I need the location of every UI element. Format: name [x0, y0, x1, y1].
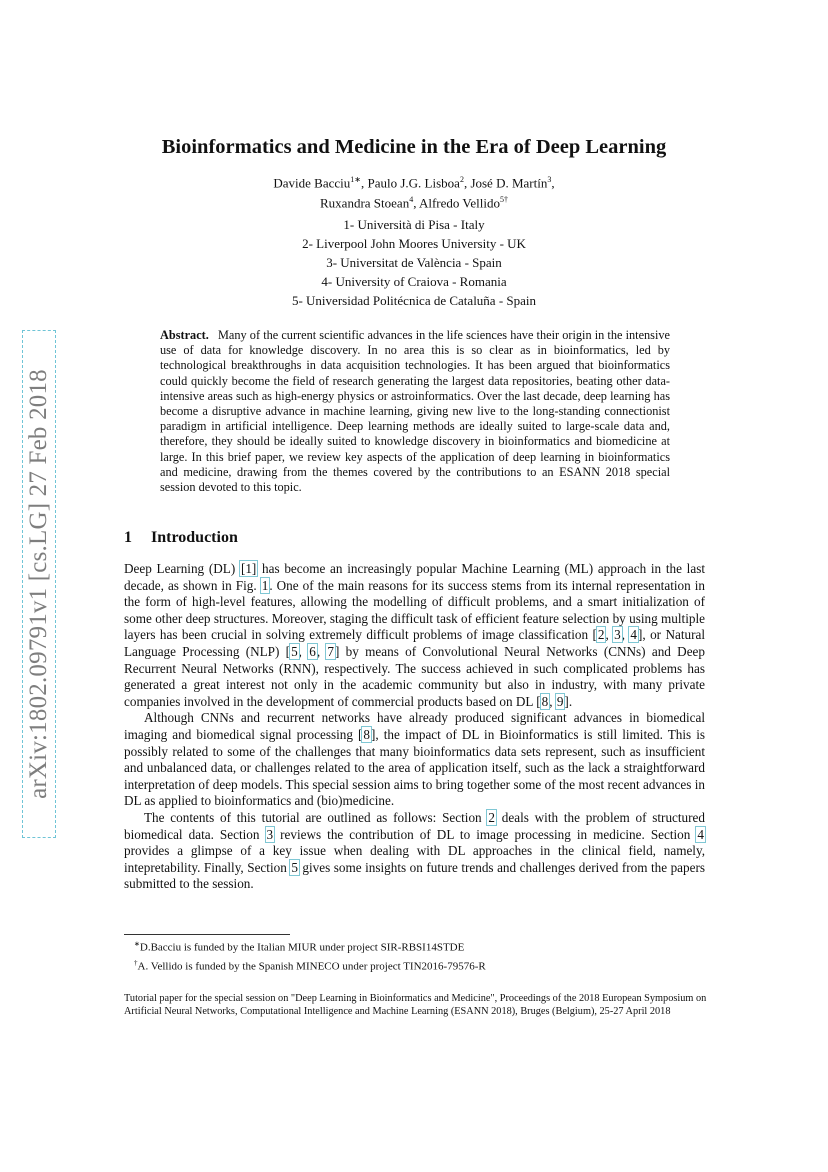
text-run: . One of the main reasons for its success stems from its internal representation in the form of high-level features, allowing the modelling of difficult problems, and a smart initialization of some other deep structures. Moreover, staging the difficult task of efficient feature selection by using multiple layers has been crucial in solving extremely difficult problems of image classification [ [124, 577, 706, 643]
author-list [0, 171, 828, 212]
text-run: Although CNNs and recurrent networks have already produced significant advances in biomedical imaging and biomedical signal processing [ [124, 710, 705, 742]
text-run: reviews the contribution of DL to image processing in medicine. Section [274, 826, 697, 842]
text-run: ] by means of Convolutional Neural Networks (CNNs) and Deep Recurrent Neural Networks (RNN), respectively. The success achieved in such complicated problems has generated a great interest not only in the academic community but also in industry, with many private companies involved in the development of commercial products based on DL [ [124, 643, 705, 709]
text-run: ], the impact of DL in Bioinformatics is still limited. This is possibly related to some of the challenges that many bioinformatics data sets represent, such as insufficient and unbalanced data, or challenges related to the area of application itself, such as the lack a straightforward interpretation of deep models. This special session aims to bring together some of the most recent advances in DL as applied to bioinformatics and (bio)medicine. [124, 726, 705, 809]
affiliation-list [0, 215, 828, 310]
author-separator: , [551, 175, 555, 191]
affiliation-mark: 2 [459, 175, 464, 184]
citation-link[interactable]: 2 [597, 627, 605, 643]
citation-link[interactable]: 9 [556, 693, 564, 709]
affiliation: 2- Liverpool John Moores University - UK [302, 236, 526, 251]
affiliation: 5- Universidad Politécnica de Cataluña - Spain [291, 293, 537, 308]
footnote-list [124, 937, 705, 974]
text-run: , [621, 627, 630, 643]
author-name: , José D. Martín [463, 175, 548, 191]
section-ref-link[interactable]: 2 [488, 809, 496, 825]
footnote-divider [124, 934, 290, 935]
abstract [160, 328, 670, 495]
affiliation-mark: 5† [499, 195, 508, 205]
footnote-text: A. Vellido is funded by the Spanish MINECO under project TIN2016-79576-R [137, 960, 486, 973]
author-name: , Alfredo Vellido [413, 195, 500, 211]
citation-link[interactable]: 3 [614, 627, 621, 643]
citation-link[interactable]: 7 [327, 643, 334, 659]
text-run: , [605, 627, 614, 643]
paper-title: Bioinformatics and Medicine in the Era of Deep Learning [161, 136, 667, 158]
paragraph [124, 710, 705, 810]
affiliation-mark: 4 [409, 195, 414, 205]
footnote [124, 937, 705, 956]
text-run: gives some insights on future trends and challenges derived from the papers submitted to the session. [124, 859, 706, 892]
arxiv-identifier: arXiv:1802.09791v1 [cs.LG] 27 Feb 2018 [25, 369, 52, 799]
affiliation: 1- Università di Pisa - Italy [343, 217, 485, 232]
abstract-label: Abstract. [160, 328, 209, 342]
affiliation-mark: 3 [547, 175, 552, 184]
affiliation: 3- Universitat de València - Spain [326, 255, 502, 270]
text-run: has become an increasingly popular Machine Learning (ML) approach in the last decade, as shown in Fig. [124, 561, 705, 593]
publication-note: Tutorial paper for the special session on "Deep Learning in Bioinformatics and Medicine", Proceedings of the 2018 European Symposium on Artificial Neural Networks, Computational Intelligence and Machine Learning (ESANN 2018), Bruges (Belgium), 25-27 April 2018 [124, 993, 707, 1017]
footnote-text: D.Bacciu is funded by the Italian MIUR under project SIR-RBSI14STDE [139, 941, 465, 954]
footnote-mark: ∗ [134, 940, 140, 948]
paragraph [124, 561, 705, 710]
citation-link[interactable]: 5 [291, 643, 298, 659]
text-run: ], or Natural Language Processing (NLP) [ [124, 627, 705, 659]
footnote [124, 956, 705, 975]
arxiv-identifier-link[interactable] [22, 330, 56, 838]
text-run: , [298, 643, 309, 659]
author-name: , Paulo J.G. Lisboa [360, 175, 460, 191]
footnote-mark-link[interactable]: ∗ [354, 175, 361, 184]
section-number: 1 [124, 529, 132, 546]
citation-link[interactable]: [1] [240, 561, 257, 576]
text-run: deals with the problem of structured biomedical data. Section [124, 809, 705, 842]
text-run: ]. [564, 693, 573, 709]
text-run: , [549, 693, 556, 709]
affiliation-mark: 1 [350, 175, 355, 184]
text-run: , [316, 643, 327, 659]
section-title: Introduction [151, 529, 238, 546]
text-run: Deep Learning (DL) [124, 561, 240, 576]
section-heading [124, 529, 238, 547]
paragraph [124, 810, 705, 893]
section-body [124, 561, 705, 893]
footnote-mark: † [134, 958, 138, 967]
text-run: The contents of this tutorial are outlined as follows: Section [144, 809, 488, 825]
affiliation: 4- University of Craiova - Romania [321, 274, 507, 289]
author-name: Ruxandra Stoean [320, 195, 410, 211]
citation-link[interactable]: 4 [630, 627, 637, 643]
section-ref-link[interactable]: 4 [697, 826, 704, 842]
citation-link[interactable]: 8 [541, 693, 549, 709]
section-ref-link[interactable]: 5 [291, 859, 298, 875]
citation-link[interactable]: 6 [309, 643, 316, 659]
abstract-text: Many of the current scientific advances in the life sciences have their origin in the intensive use of data for knowledge discovery. In no area this is so clear as in bioinformatics, led by technological breakthroughs in data acquisition technologies. It has been argued that bioinformatics could quickly become the field of research generating the largest data repositories, beating other data-intensive areas such as high-energy physics or astroinformatics. Over the last decade, deep learning has become a disruptive advance in machine learning, giving new live to the long-standing connectionist paradigm in artificial intelligence. Deep learning methods are ideally suited to large-scale data and, therefore, they should be ideally suited to knowledge discovery in bioinformatics and biomedicine at large. In this brief paper, we review key aspects of the application of deep learning in bioinformatics and medicine, drawing from the themes covered by the contributions to an ESANN 2018 special session devoted to this topic. [160, 328, 670, 495]
section-ref-link[interactable]: 3 [266, 826, 274, 842]
figure-ref-link[interactable]: 1 [261, 577, 269, 593]
author-name: Davide Bacciu [273, 175, 351, 191]
citation-link[interactable]: 8 [363, 726, 371, 742]
text-run: provides a glimpse of a key issue when dealing with DL approaches in the clinical field, namely, intepretability. Finally, Section [124, 843, 705, 875]
